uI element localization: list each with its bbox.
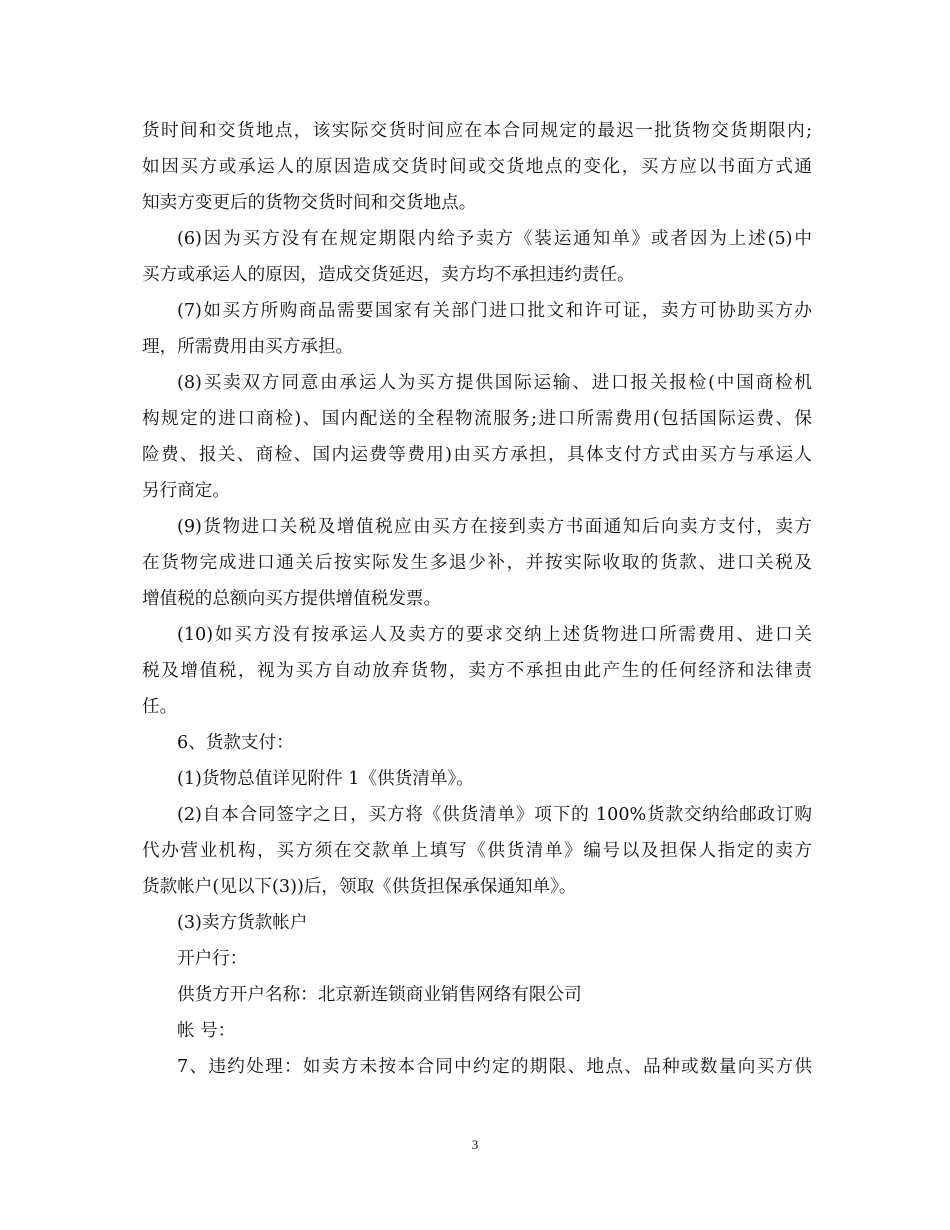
text-line: 货款帐户(见以下(3))后，领取《供货担保承保通知单》。 [142,877,577,897]
account-name-field: 供货方开户名称：北京新连锁商业销售网络有限公司 [177,985,582,1005]
text-line: (8)买卖双方同意由承运人为买方提供国际运输、进口报关报检(中国商检机 [177,373,812,393]
text-line: (9)货物进口关税及增值税应由买方在接到卖方书面通知后向卖方支付，卖方 [177,517,812,537]
page-number: 3 [471,1137,479,1152]
text-line: 代办营业机构，买方须在交款单上填写《供货清单》编号以及担保人指定的卖方 [142,841,812,861]
text-line: 在货物完成进口通关后按实际发生多退少补，并按实际收取的货款、进口关税及 [142,553,812,573]
text-line: 任。 [142,697,178,717]
text-line: 知卖方变更后的货物交货时间和交货地点。 [142,193,477,213]
text-line: 如因买方或承运人的原因造成交货时间或交货地点的变化，买方应以书面方式通 [142,157,812,177]
document-body [142,113,812,1085]
section-heading: 7、违约处理：如卖方未按本合同中约定的期限、地点、品种或数量向买方供 [177,1057,812,1077]
text-line: 税及增值税，视为买方自动放弃货物，卖方不承担由此产生的任何经济和法律责 [142,661,812,681]
text-line: 构规定的进口商检)、国内配送的全程物流服务;进口所需费用(包括国际运费、保 [142,409,812,429]
text-line: (3)卖方货款帐户 [177,913,308,933]
text-line: (1)货物总值详见附件 1《供货清单》。 [177,769,474,789]
account-number-field: 帐 号： [177,1021,236,1041]
text-line: (10)如买方没有按承运人及卖方的要求交纳上述货物进口所需费用、进口关 [177,625,812,645]
text-line: 买方或承运人的原因，造成交货延迟，卖方均不承担违约责任。 [142,265,635,285]
text-line: (7)如买方所购商品需要国家有关部门进口批文和许可证，卖方可协助买方办 [177,301,812,321]
text-line: 另行商定。 [142,481,230,501]
text-line: 货时间和交货地点，该实际交货时间应在本合同规定的最迟一批货物交货期限内; [142,121,812,141]
text-line: (6)因为买方没有在规定期限内给予卖方《装运通知单》或者因为上述(5)中 [177,229,812,249]
text-line: (2)自本合同签字之日，买方将《供货清单》项下的 100%货款交纳给邮政订购 [177,805,812,825]
text-line: 理，所需费用由买方承担。 [142,337,354,357]
section-heading: 6、货款支付： [177,733,294,753]
bank-field: 开户行： [177,949,248,969]
text-line: 增值税的总额向买方提供增值税发票。 [142,589,442,609]
text-line: 险费、报关、商检、国内运费等费用)由买方承担，具体支付方式由买方与承运人 [142,445,812,465]
